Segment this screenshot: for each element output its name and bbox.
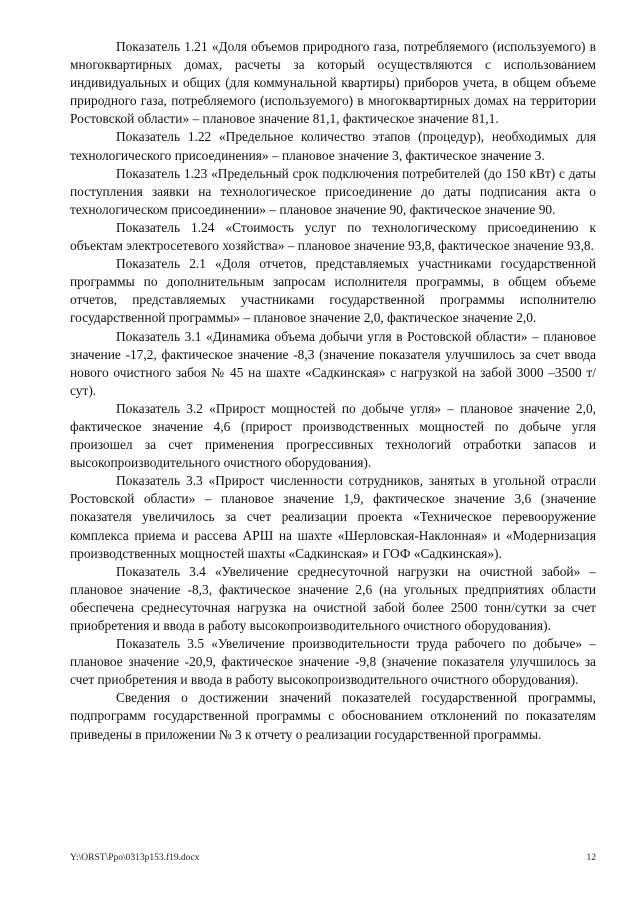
paragraph-indicator-2-1: Показатель 2.1 «Доля отчетов, представляемых участниками государственной программы по дополнительным запросам исполнителя программы, в общем объеме отчетов, представляемых участниками государственной программы исполнителю государственной программы» – плановое значение 2,0, фактическое значение 2,0. bbox=[70, 256, 596, 326]
paragraph-indicator-3-4: Показатель 3.4 «Увеличение среднесуточной нагрузки на очистной забой» – плановое значение -8,3, фактическое значение 2,6 (на угольных предприятиях области обеспечена среднесуточная нагрузка на очистной забой более 2500 тонн/сутки за счет приобретения и ввода в работу высокопроизводительного очистного оборудования). bbox=[70, 563, 596, 633]
paragraph-indicator-1-22: Показатель 1.22 «Предельное количество этапов (процедур), необходимых для технологического присоединения» – плановое значение 3, фактическое значение 3. bbox=[70, 129, 596, 163]
paragraph-indicator-1-24: Показатель 1.24 «Стоимость услуг по технологическому присоединению к объектам электросетевого хозяйства» – плановое значение 93,8, фактическое значение 93,8. bbox=[70, 219, 596, 254]
paragraph-indicator-3-3: Показатель 3.3 «Прирост численности сотрудников, занятых в угольной отрасли Ростовской области» – плановое значение 1,9, фактическое значение 3,6 (значение показателя увеличилось за счет реализации проекта «Техническое перевооружение комплекса приема и рассева АРШ на шахте «Шерловская-Наклонная» и «Модернизация производственных мощностей шахты «Садкинская» и ГОФ «Садкинская»). bbox=[70, 473, 596, 561]
paragraph-indicator-1-23: Показатель 1.23 «Предельный срок подключения потребителей (до 150 кВт) с даты поступления заявки на технологическое присоединение до даты подписания акта о технологическом присоединении» – плановое значение 90, фактическое значение 90. bbox=[70, 165, 596, 217]
paragraph-indicator-3-2: Показатель 3.2 «Прирост мощностей по добыче угля» – плановое значение 2,0, фактическое значение 4,6 (прирост производственных мощностей по добыче угля произошел за счет применения прогрессивных технологий отработки запасов и высокопроизводительного очистного оборудования). bbox=[70, 400, 596, 471]
page-footer bbox=[70, 851, 596, 865]
paragraph-indicator-3-5: Показатель 3.5 «Увеличение производительности труда рабочего по добыче» – плановое значение -20,9, фактическое значение -9,8 (значение показателя улучшилось за счет приобретения и ввода в работу высокопроизводительного очистного оборудования). bbox=[70, 636, 596, 688]
paragraph-indicator-3-1: Показатель 3.1 «Динамика объема добычи угля в Ростовской области» – плановое значение -17,2, фактическое значение -8,3 (значение показателя улучшилось за счет ввода нового очистного забоя № 45 на шахте «Садкинская» с нагрузкой на забой 3000 –3500 т/сут). bbox=[70, 328, 596, 398]
paragraph-summary: Сведения о достижении значений показателей государственной программы, подпрограмм государственной программы с обоснованием отклонений по показателям приведены в приложении № 3 к отчету о реализации государственной программы. bbox=[70, 690, 596, 742]
footer-file-path: Y:\ORST\Ppo\0313p153.f19.docx bbox=[70, 853, 200, 863]
page-number: 12 bbox=[586, 853, 596, 863]
document-body bbox=[70, 38, 596, 744]
paragraph-indicator-1-21: Показатель 1.21 «Доля объемов природного газа, потребляемого (используемого) в многоквартирных домах, расчеты за который осуществляются с использованием индивидуальных и общих (для коммунальной квартиры) приборов учета, в общем объеме природного газа, потребляемого (используемого) в многоквартирных домах на территории Ростовской области» – плановое значение 81,1, фактическое значение 81,1. bbox=[70, 39, 596, 127]
